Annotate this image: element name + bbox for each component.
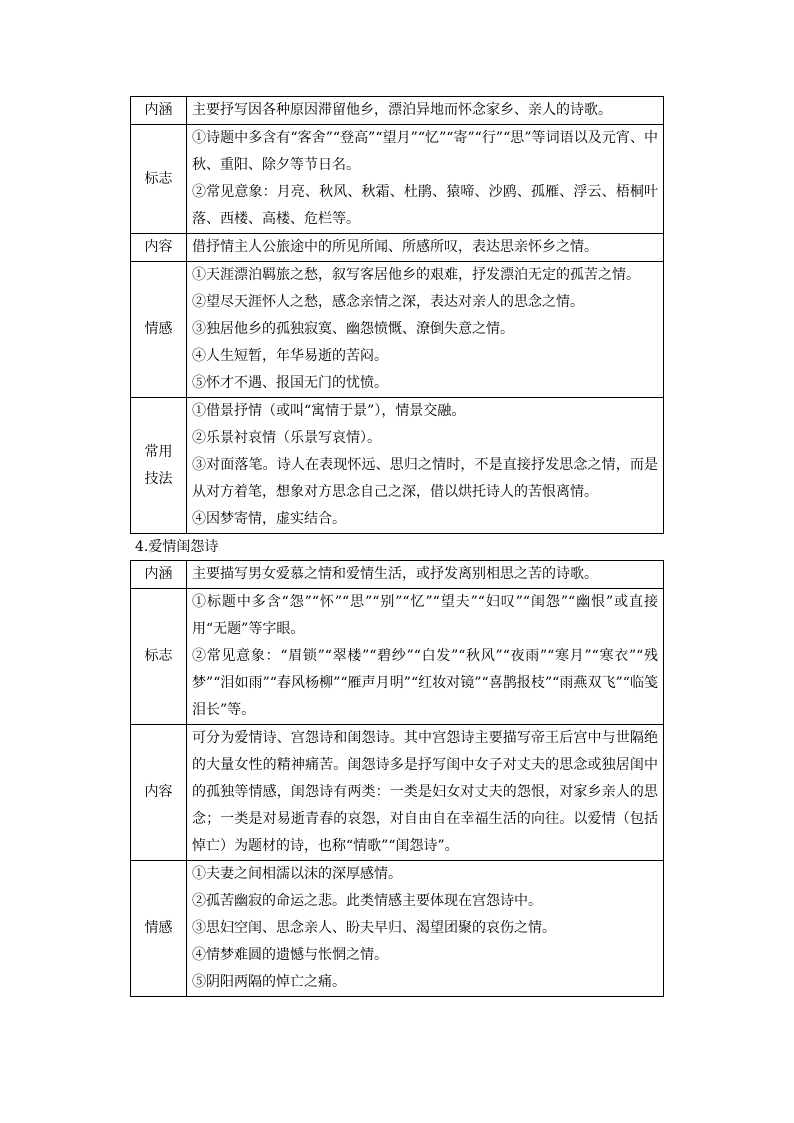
row-label	[131, 398, 187, 534]
row-label-line: 常用	[144, 443, 173, 460]
content-line: 主要抒写因各种原因滞留他乡，漂泊异地而怀念家乡、亲人的诗歌。	[192, 102, 612, 118]
travel-homesick-poetry-table	[130, 96, 664, 534]
row-label: 内容	[131, 725, 187, 861]
row-label: 标志	[131, 125, 187, 234]
table-row	[131, 725, 664, 861]
content-line: 主要描写男女爱慕之情和爱情生活，或抒发离别相思之苦的诗歌。	[192, 566, 598, 582]
table-row	[131, 234, 664, 262]
content-line: 可分为爱情诗、宫怨诗和闺怨诗。其中宫怨诗主要描写帝王后宫中与世隔绝的大量女性的精神痛苦。闺怨诗多是抒写闺中女子对丈夫的思念或独居闺中的孤独等情感，闺怨诗有两类：一类是妇女对丈夫的怨恨，对家乡亲人的思念；一类是对易逝青春的哀怨，对自由自在幸福生活的向往。以爱情（包括悼亡）为题材的诗，也称“情歌”“闺怨诗”。	[192, 730, 658, 854]
row-content	[187, 234, 664, 262]
row-label: 标志	[131, 589, 187, 725]
document-page	[130, 96, 664, 997]
content-line: ②乐景衬哀情（乐景写哀情）。	[192, 430, 381, 446]
content-line: ⑤阴阳两隔的悼亡之痛。	[192, 974, 346, 990]
row-content	[187, 561, 664, 589]
section-heading: 4.爱情闺怨诗	[135, 539, 219, 555]
content-line: ⑤怀才不遇、报国无门的忧愤。	[192, 375, 388, 391]
row-label: 内涵	[131, 97, 187, 125]
content-line: ①天涯漂泊羁旅之愁，叙写客居他乡的艰难，抒发漂泊无定的孤苦之情。	[192, 267, 640, 283]
table-row	[131, 589, 664, 725]
table-row	[131, 125, 664, 234]
row-label-line: 技法	[144, 470, 173, 487]
row-label: 情感	[131, 861, 187, 997]
content-line: 借抒情主人公旅途中的所见所闻、所感所叹，表达思亲怀乡之情。	[192, 239, 598, 255]
table-row	[131, 262, 664, 398]
content-line: ①夫妻之间相濡以沫的深厚感情。	[192, 866, 402, 882]
content-line: ③独居他乡的孤独寂寞、幽怨愤慨、潦倒失意之情。	[192, 321, 514, 337]
content-line: ②孤苦幽寂的命运之悲。此类情感主要体现在宫怨诗中。	[192, 893, 542, 909]
content-line: ④人生短暂，年华易逝的苦闷。	[192, 348, 388, 364]
content-line: ②常见意象：“眉锁”“翠楼”“碧纱”“白发”“秋风”“夜雨”“寒月”“寒衣”“残梦”“泪如雨”“春风杨柳”“雁声月明”“红妆对镜”“喜鹊报枝”“雨燕双飞”“临笺泪长”等。	[192, 648, 658, 718]
table-row	[131, 861, 664, 997]
row-content	[187, 398, 664, 534]
content-line: ④因梦寄情，虚实结合。	[192, 511, 346, 527]
row-label: 内涵	[131, 561, 187, 589]
table-row	[131, 97, 664, 125]
row-content	[187, 725, 664, 861]
content-line: ①诗题中多含有“客舍”“登高”“望月”“忆”“寄”“行”“思”等词语以及元宵、中秋、重阳、除夕等节日名。	[192, 130, 658, 173]
row-content	[187, 125, 664, 234]
content-line: ④情梦难圆的遗憾与怅惘之情。	[192, 947, 388, 963]
content-line: ①标题中多含“怨”“怀”“思”“别”“忆”“望夫”“妇叹”“闺怨”“幽恨”或直接用“无题”等字眼。	[192, 594, 658, 637]
content-line: ②望尽天涯怀人之愁，感念亲情之深，表达对亲人的思念之情。	[192, 294, 584, 310]
table-row	[131, 561, 664, 589]
row-label: 情感	[131, 262, 187, 398]
content-line: ②常见意象：月亮、秋风、秋霜、杜鹃、猿啼、沙鸥、孤雁、浮云、梧桐叶落、西楼、高楼、危栏等。	[192, 184, 658, 227]
row-content	[187, 861, 664, 997]
table-row	[131, 398, 664, 534]
row-label: 内容	[131, 234, 187, 262]
row-content	[187, 97, 664, 125]
row-content	[187, 589, 664, 725]
content-line: ①借景抒情（或叫“寓情于景”），情景交融。	[192, 403, 466, 419]
content-line: ③思妇空闺、思念亲人、盼夫早归、渴望团聚的哀伤之情。	[192, 920, 556, 936]
love-poetry-table	[130, 560, 664, 997]
content-line: ③对面落笔。诗人在表现怀远、思归之情时，不是直接抒发思念之情，而是从对方着笔，想象对方思念自己之深，借以烘托诗人的苦恨离情。	[192, 457, 658, 500]
row-content	[187, 262, 664, 398]
